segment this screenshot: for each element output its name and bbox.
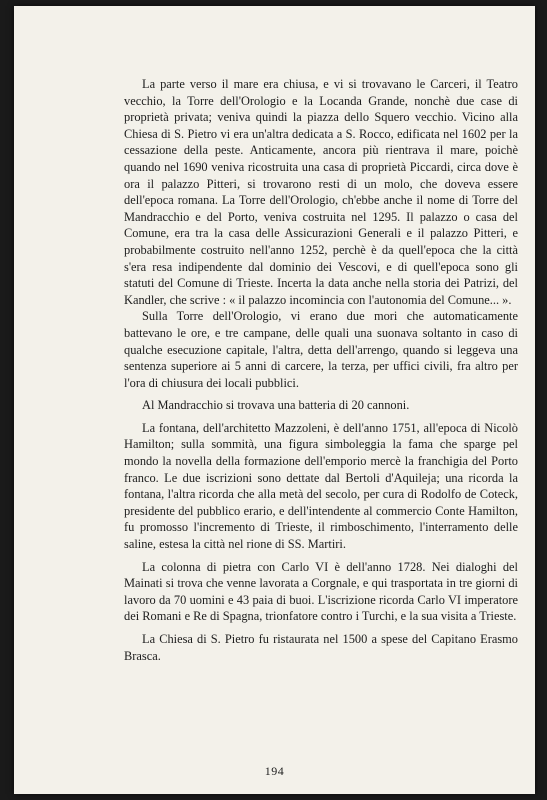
paragraph-batteria: Al Mandracchio si trovava una batteria di 20 cannoni. bbox=[142, 398, 410, 413]
paragraph-fontana: La fontana, dell'architetto Mazzoleni, è dell'anno 1751, all'epoca di Nicolò Hamilton; sulla sommità, una figura simboleggia la fama che sparge pel mondo la novella della formazione dell'emporio mercè la franchigia del Porto franco. Le due iscrizioni sono dettate dal Bertoli d'Aquileja; una ricorda la fontana, l'altra ricorda che alla metà del secolo, per cura di Rodolfo de Coteck, presidente del pubblico erario, e dell'intendente al commercio Conte Hamilton, fu promosso l'incremento di Trieste, il rimboschimento, l'interramento delle saline, estesa la città nel rione di SS. Martiri. bbox=[124, 420, 518, 552]
paragraph-torre-orologio: Sulla Torre dell'Orologio, vi erano due mori che automaticamente battevano le ore, e tre campane, delle quali una suonava soltanto in caso di qualche esecuzione capitale, l'altra, detta dell'arrengo, quando si leggeva una sentenza superiore ai 5 anni di carcere, la terza, per uffici civili, fra altro per l'ora di chiusura dei locali pubblici. bbox=[124, 309, 518, 390]
page-number: 194 bbox=[264, 764, 285, 778]
paragraph-chiesa: La Chiesa di S. Pietro fu ristaurata nel 1500 a spese del Capitano Erasmo Brasca. bbox=[124, 632, 518, 663]
paragraph-colonna: La colonna di pietra con Carlo VI è dell'anno 1728. Nei dialoghi del Mainati si trova che venne lavorata a Corgnale, e qui trasportata in tre giorni di lavoro da 70 uomini e 43 paia di buoi. L'iscrizione ricorda Carlo VI imperatore dei Romani e Re di Spagna, trionfatore contro i Turchi, e la sua visita a Trieste. bbox=[124, 559, 518, 624]
paragraph-carceri: La parte verso il mare era chiusa, e vi si trovavano le Carceri, il Teatro vecchio, la Torre dell'Orologio e la Locanda Grande, nonchè due case di proprietà privata; veniva quindi la piazza dello Squero vecchio. Vicino alla Chiesa di S. Pietro vi era un'altra dedicata a S. Rocco, edificata nel 1602 per la cessazione della peste. Anticamente, ancora più rientrava il mare, poichè quando nel 1690 veniva ricostruita una casa di proprietà Piccardi, circa dove è ora il palazzo Pitteri, si trovarono resti di un molo, che doveva essere dell'epoca romana. La Torre dell'Orologio, ch'ebbe anche il nome di Torre del Mandracchio e del Porto, veniva costruita nel 1295. Il palazzo o casa del Comune, era tra la casa delle Assicurazioni Generali e il palazzo Pitteri, e probabilmente costruito nell'anno 1252, perchè è da quell'epoca che la città s'era resa indipendente dal dominio dei Vescovi, e di quell'epoca sono gli statuti del Comune di Trieste. Incerta la data anche nella storia dei Patrizi, del Kandler, che scrive : « il palazzo incomincia con l'autonomia del Comune... ». bbox=[124, 77, 518, 307]
body-text bbox=[124, 76, 518, 664]
book-page bbox=[14, 6, 535, 794]
